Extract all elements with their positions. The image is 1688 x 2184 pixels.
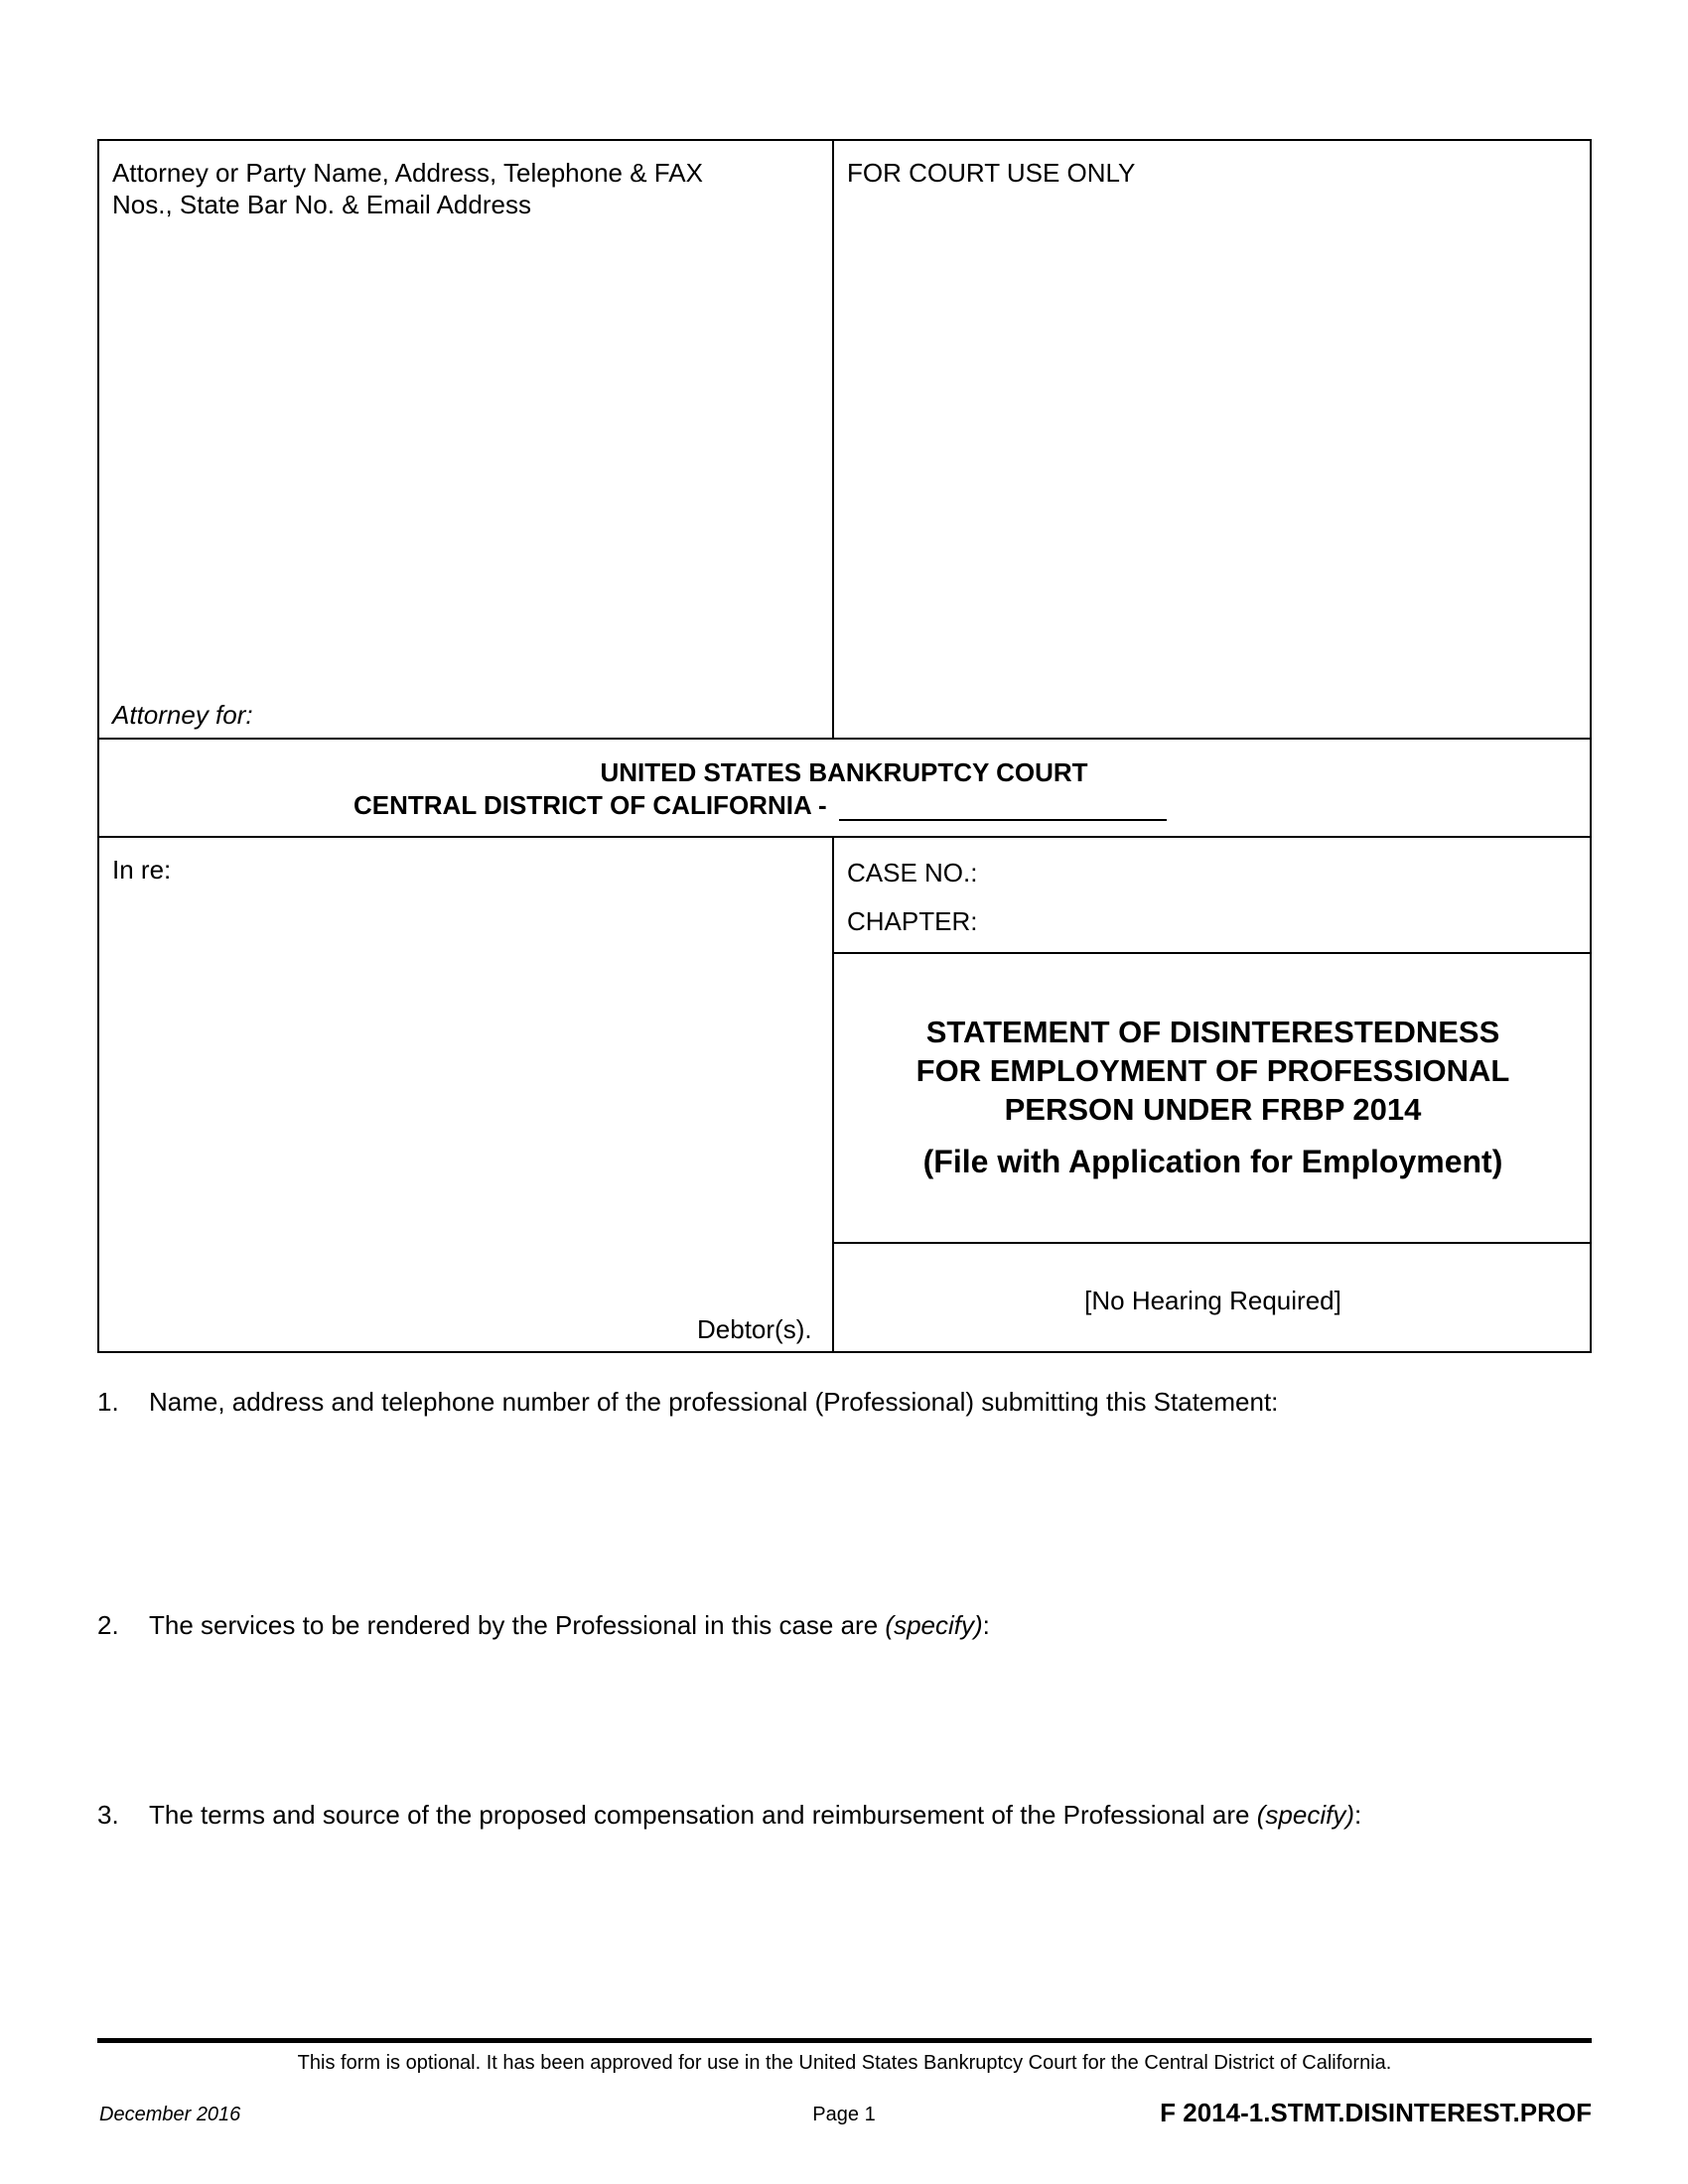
item-2-response-field[interactable] [149,1653,1589,1782]
division-blank-field[interactable] [839,793,1167,821]
case-number-label: CASE NO.: [847,858,978,887]
title-subtitle: (File with Application for Employment) [922,1144,1503,1179]
chapter-label: CHAPTER: [847,906,978,936]
item-1-text: Name, address and telephone number of the professional (Professional) submitting this Statement: [149,1387,1279,1417]
court-district-label: CENTRAL DISTRICT OF CALIFORNIA - [353,790,827,820]
court-name-line1: UNITED STATES BANKRUPTCY COURT [600,757,1088,787]
footer-notice: This form is optional. It has been approved for use in the United States Bankruptcy Court for the Central District of California. [297,2052,1392,2074]
title-bottom-border [832,1242,1592,1244]
item-3-specify: (specify) [1256,1800,1354,1830]
item-1 [97,1386,1592,1418]
item-3-response-field[interactable] [149,1843,1589,2011]
footer-form-id: F 2014-1.STMT.DISINTEREST.PROF [1160,2098,1592,2127]
item-2-text: The services to be rendered by the Professional in this case are [149,1610,886,1640]
item-2 [97,1609,1592,1641]
attorney-for-label: Attorney for: [112,700,253,730]
item-3 [97,1799,1592,1831]
item-1-number: 1. [97,1387,119,1417]
footer-date: December 2016 [99,2104,241,2125]
top-divider-vertical [832,139,834,740]
attorney-label-line1: Attorney or Party Name, Address, Telephone & FAX [112,158,703,188]
case-number-field[interactable] [993,857,1569,888]
footer-page-number: Page 1 [812,2104,876,2125]
attorney-info-field[interactable] [112,224,807,691]
hearing-note: [No Hearing Required] [1084,1286,1341,1315]
court-use-label: FOR COURT USE ONLY [847,158,1136,188]
item-3-text: The terms and source of the proposed compensation and reimbursement of the Professional are [149,1800,1257,1830]
title-line1: STATEMENT OF DISINTERESTEDNESS [925,1015,1500,1049]
court-name-line2 [353,789,1167,821]
debtor-label: Debtor(s). [697,1314,812,1344]
chapter-field[interactable] [993,905,1569,937]
item-2-specify: (specify) [885,1610,983,1640]
footer-rule [97,2038,1592,2043]
item-2-number: 2. [97,1610,119,1640]
attorney-label-line2: Nos., State Bar No. & Email Address [112,190,531,219]
title-line2: FOR EMPLOYMENT OF PROFESSIONAL [915,1053,1510,1088]
court-row-bottom-border [97,836,1592,838]
debtor-name-field[interactable] [112,893,807,1291]
item-3-number: 3. [97,1800,119,1830]
attorney-label [112,157,807,220]
item-1-response-field[interactable] [149,1430,1589,1588]
title-line3: PERSON UNDER FRBP 2014 [1004,1092,1422,1127]
item-3-suffix: : [1353,1800,1362,1830]
in-re-label: In re: [112,855,172,885]
document-title [834,1013,1592,1181]
item-2-suffix: : [982,1610,990,1640]
court-row-top-border [97,738,1592,740]
case-number-bottom-border [832,952,1592,954]
